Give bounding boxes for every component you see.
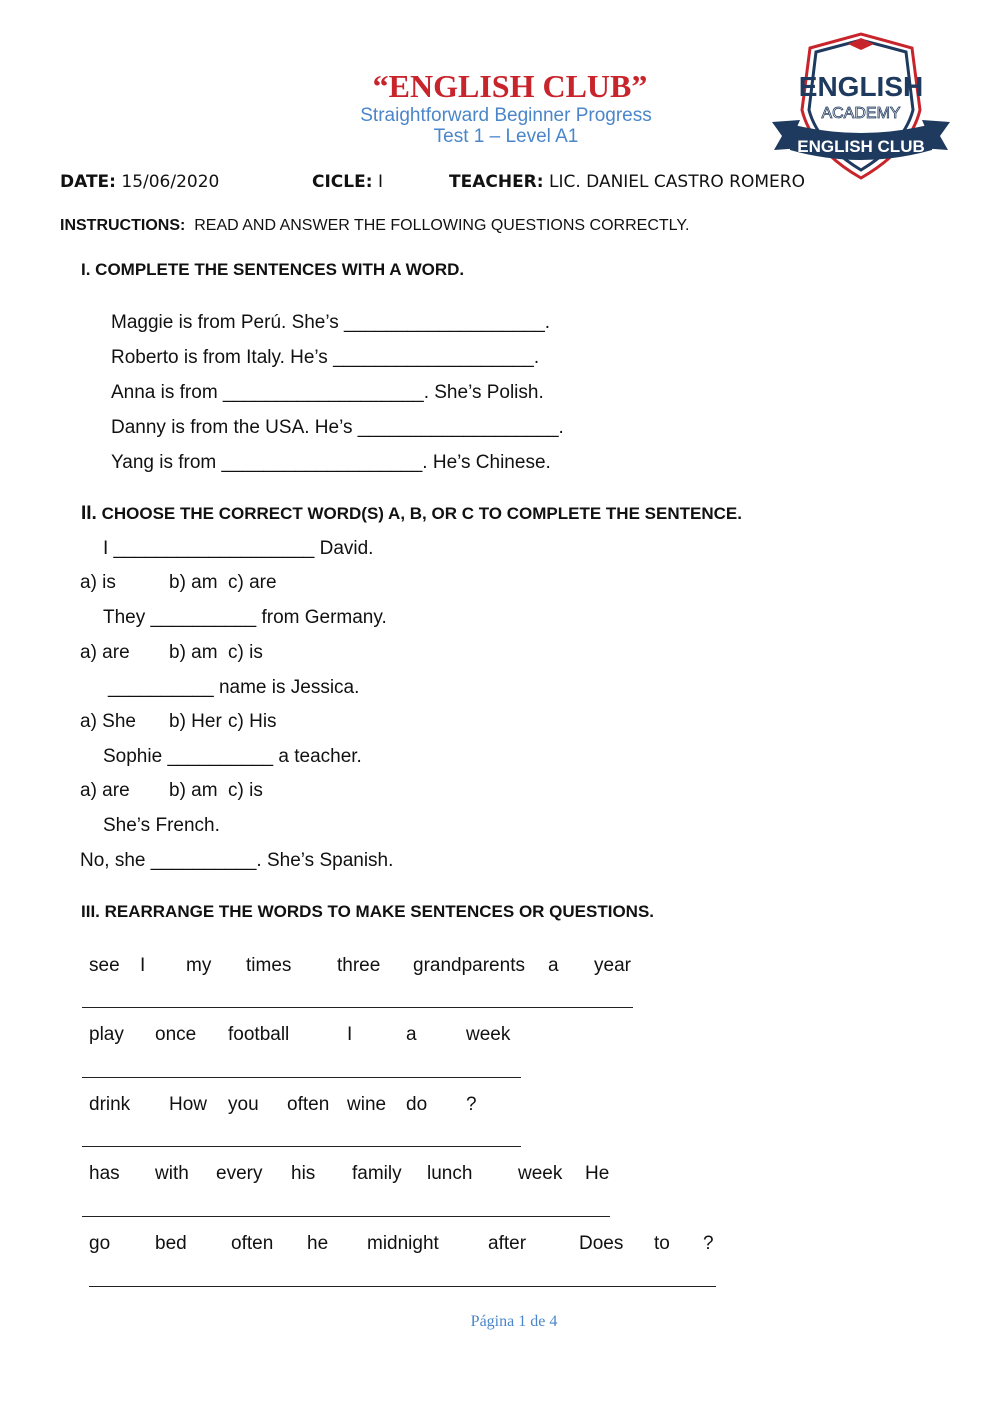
s3-word: with — [155, 1163, 189, 1184]
s2-option-1c: c) are — [228, 572, 277, 593]
s2-option-4b: b) am — [169, 780, 218, 801]
s2-option-4c: c) is — [228, 780, 263, 801]
date-field: DATE: 15/06/2020 — [60, 172, 220, 192]
s3-word: go — [89, 1233, 111, 1254]
s2-option-4a: a) are — [80, 780, 130, 801]
s3-word: I — [347, 1024, 353, 1045]
s3-word: wine — [347, 1094, 387, 1115]
s1-sentence-5: Yang is from ___________________. He’s Chinese. — [111, 452, 551, 473]
s3-word: midnight — [367, 1233, 439, 1254]
s2-option-1a: a) is — [80, 572, 116, 593]
s2-question-1: I ___________________ David. — [103, 538, 374, 559]
s2-option-3c: c) His — [228, 711, 277, 732]
s2-option-2c: c) is — [228, 642, 263, 663]
s2-question-5a: She’s French. — [103, 815, 220, 836]
page-number: Página 1 de 4 — [470, 1313, 558, 1330]
s3-word: often — [231, 1233, 274, 1254]
answer-line-2[interactable] — [82, 1077, 521, 1078]
s3-word: year — [594, 955, 631, 976]
s3-word: ? — [703, 1233, 714, 1254]
s1-sentence-2: Roberto is from Italy. He’s ___________________. — [111, 347, 540, 368]
answer-line-5[interactable] — [89, 1286, 716, 1287]
s1-sentence-1: Maggie is from Perú. She’s ___________________. — [111, 312, 551, 333]
s3-word: grandparents — [413, 955, 525, 976]
s1-sentence-3: Anna is from ___________________. She’s Polish. — [111, 382, 544, 403]
s3-word: he — [307, 1233, 329, 1254]
instructions: INSTRUCTIONS: READ AND ANSWER THE FOLLOWING QUESTIONS CORRECTLY. — [60, 217, 690, 234]
s3-word: a — [406, 1024, 417, 1045]
s3-word: Does — [579, 1233, 624, 1254]
s3-word: ? — [466, 1094, 477, 1115]
s1-sentence-4: Danny is from the USA. He’s ___________________. — [111, 417, 564, 438]
answer-line-4[interactable] — [82, 1216, 610, 1217]
s3-word: He — [585, 1163, 610, 1184]
s2-question-5b: No, she __________. She’s Spanish. — [80, 850, 394, 871]
s3-word: family — [352, 1163, 402, 1184]
s2-question-2: They __________ from Germany. — [103, 607, 387, 628]
s3-word: often — [287, 1094, 330, 1115]
s3-word: three — [337, 955, 381, 976]
s3-word: see — [89, 955, 120, 976]
s2-option-2a: a) are — [80, 642, 130, 663]
english-academy-logo — [770, 30, 952, 182]
s2-option-3a: a) She — [80, 711, 136, 732]
s2-option-2b: b) am — [169, 642, 218, 663]
test-level: Test 1 – Level A1 — [433, 126, 579, 147]
section-2-heading: II. CHOOSE THE CORRECT WORD(S) A, B, OR C TO COMPLETE THE SENTENCE. — [81, 503, 742, 524]
s3-word: lunch — [427, 1163, 473, 1184]
s3-word: play — [89, 1024, 124, 1045]
section-1-heading: I. COMPLETE THE SENTENCES WITH A WORD. — [81, 260, 465, 279]
subtitle: Straightforward Beginner Progress — [360, 105, 652, 126]
s3-word: week — [518, 1163, 563, 1184]
s2-question-3: __________ name is Jessica. — [108, 677, 360, 698]
s3-word: after — [488, 1233, 527, 1254]
s3-word: football — [228, 1024, 290, 1045]
section-3-heading: III. REARRANGE THE WORDS TO MAKE SENTENCES OR QUESTIONS. — [81, 902, 655, 921]
page-title: “ENGLISH CLUB” — [372, 68, 648, 104]
cicle-field: CICLE: I — [312, 172, 383, 192]
answer-line-3[interactable] — [82, 1146, 521, 1147]
answer-line-1[interactable] — [82, 1007, 633, 1008]
logo-top-text: ENGLISH — [798, 71, 924, 102]
s2-question-4: Sophie __________ a teacher. — [103, 746, 362, 767]
s3-word: his — [291, 1163, 316, 1184]
s3-word: drink — [89, 1094, 131, 1115]
s3-word: do — [406, 1094, 428, 1115]
s3-word: bed — [155, 1233, 187, 1254]
s2-option-3b: b) Her — [169, 711, 222, 732]
s3-word: a — [548, 955, 559, 976]
s3-word: every — [216, 1163, 263, 1184]
s3-word: times — [246, 955, 292, 976]
s3-word: my — [186, 955, 212, 976]
s3-word: week — [466, 1024, 511, 1045]
teacher-field: TEACHER: LIC. DANIEL CASTRO ROMERO — [449, 172, 805, 192]
logo-middle-text: ACADEMY — [821, 105, 901, 122]
s3-word: I — [140, 955, 146, 976]
s3-word: How — [169, 1094, 208, 1115]
s3-word: once — [155, 1024, 197, 1045]
s3-word: has — [89, 1163, 120, 1184]
s3-word: to — [654, 1233, 670, 1254]
logo-banner-text: ENGLISH CLUB — [797, 137, 925, 156]
s3-word: you — [228, 1094, 259, 1115]
s2-option-1b: b) am — [169, 572, 218, 593]
